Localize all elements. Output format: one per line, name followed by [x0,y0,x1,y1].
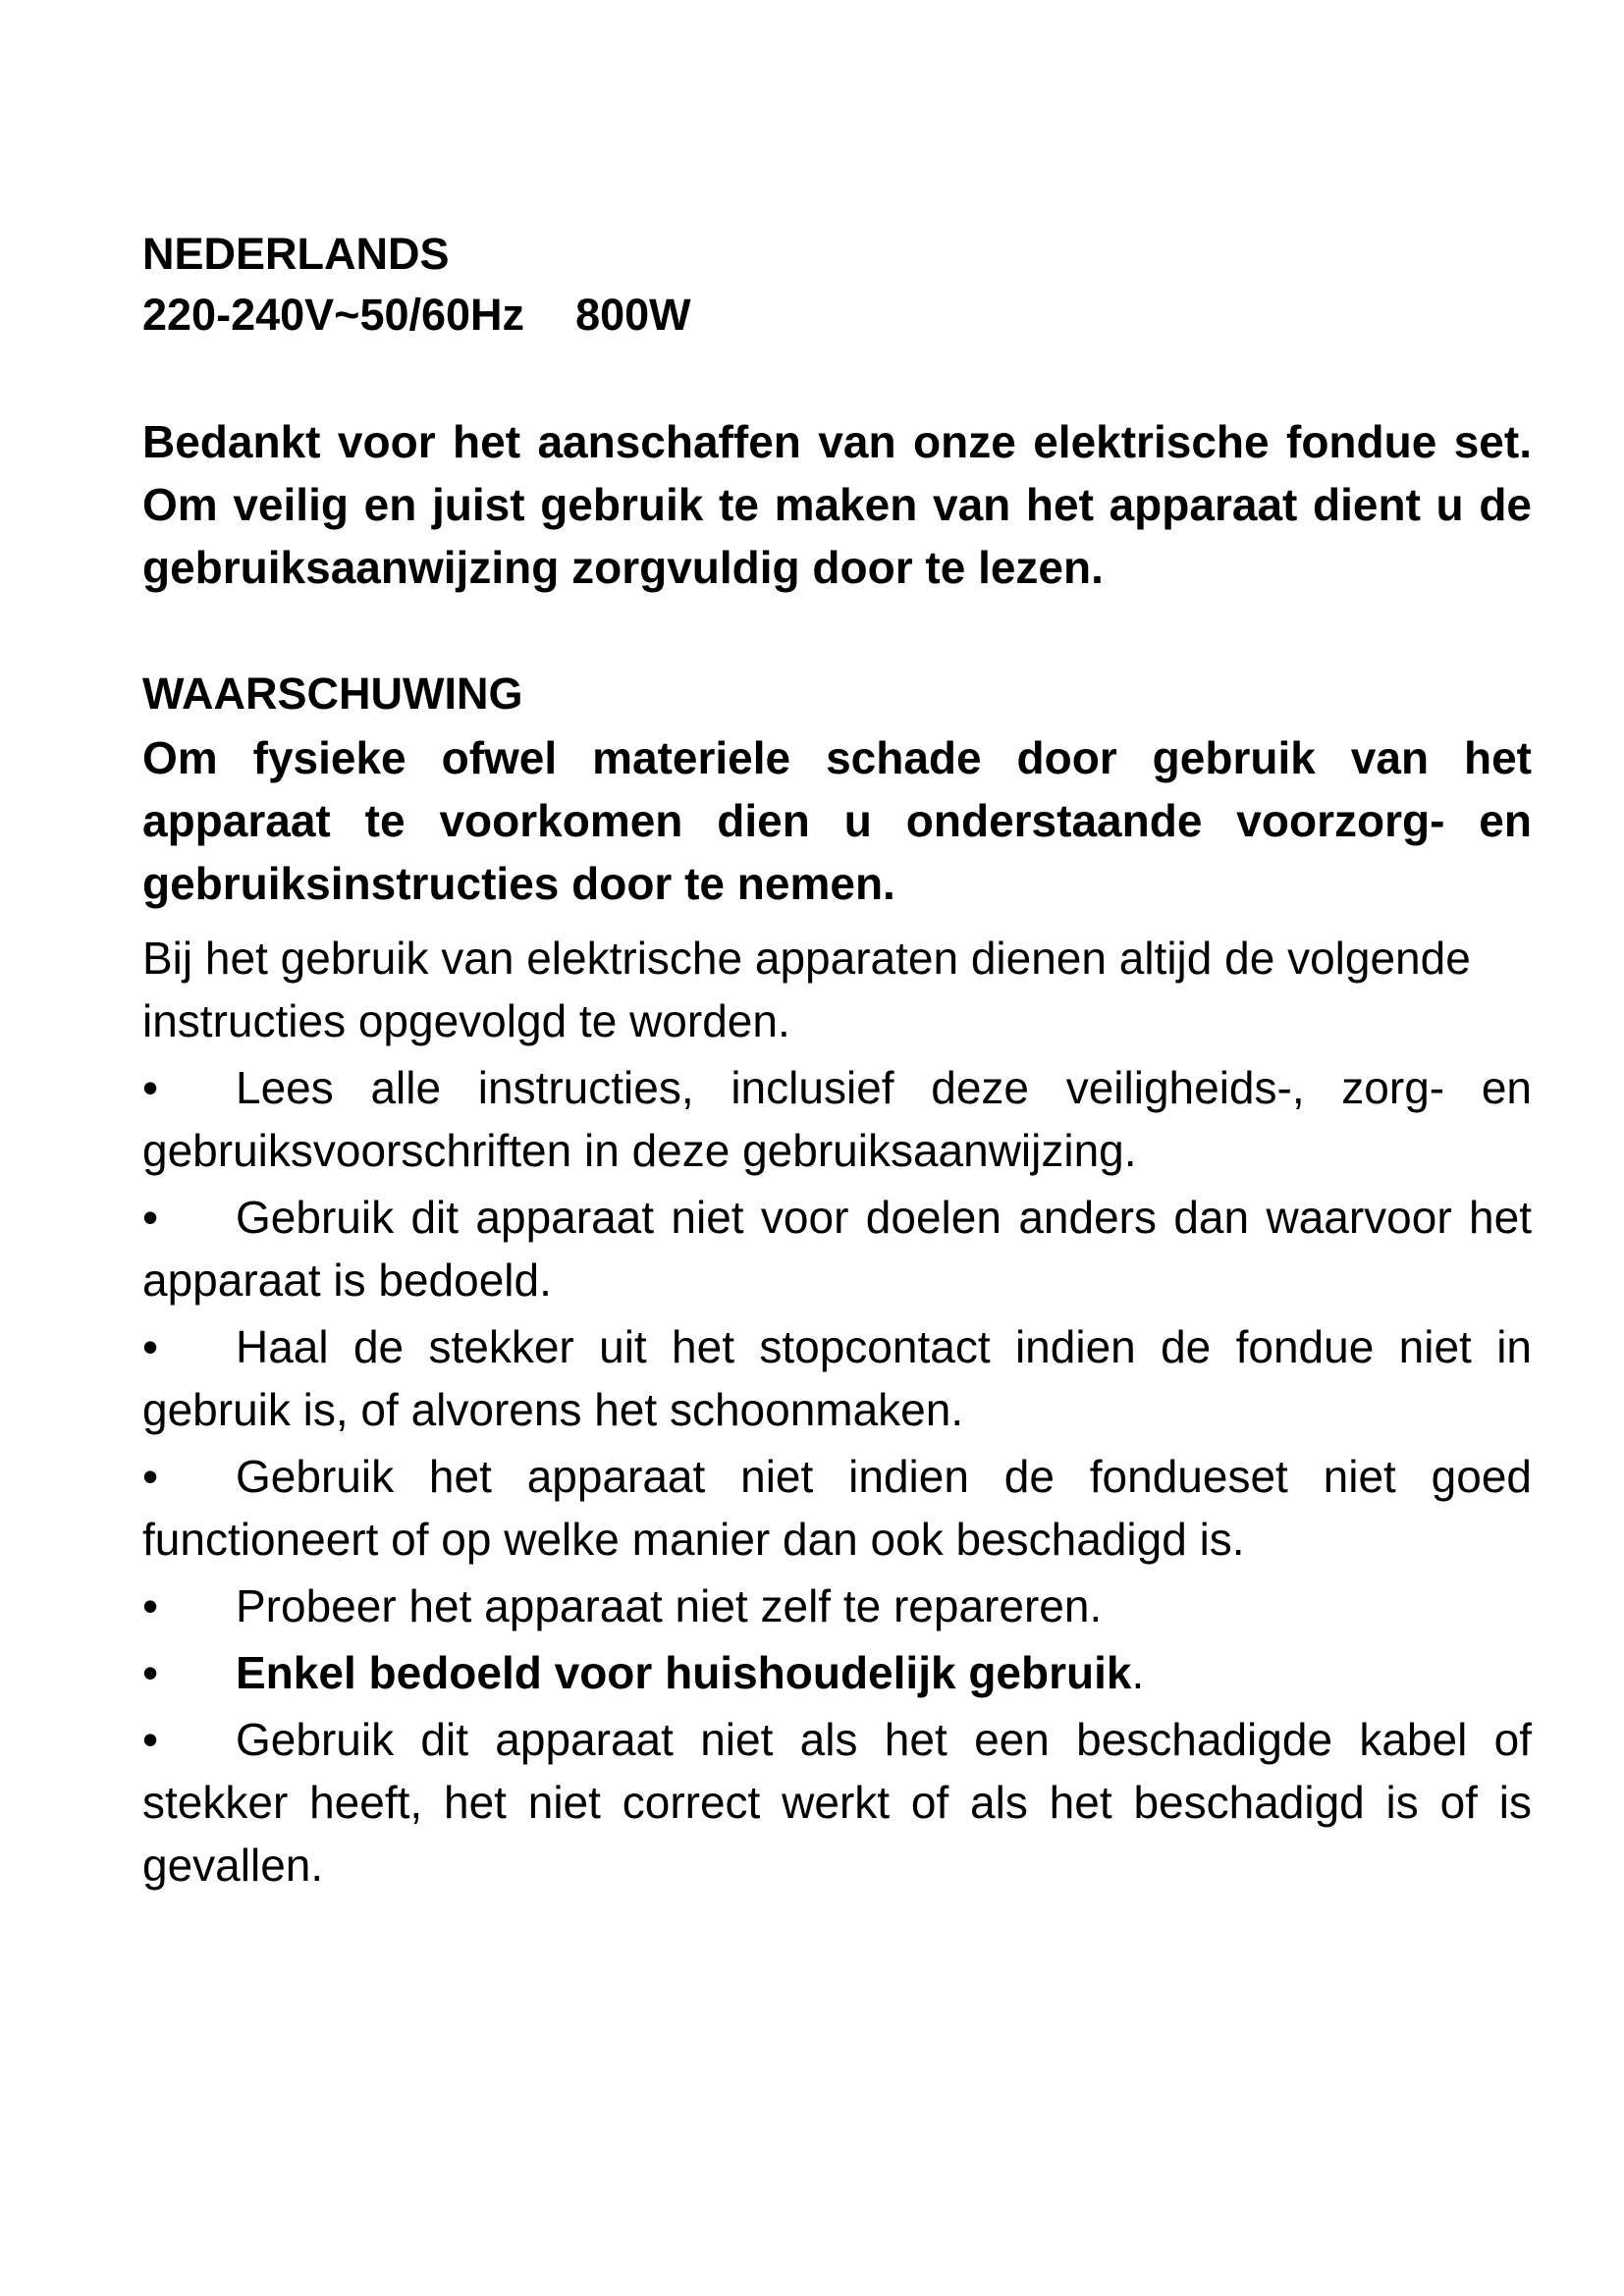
bullet-icon: • [142,1647,159,1698]
list-item [142,1641,1532,1704]
language-heading: NEDERLANDS [142,229,450,279]
bullet-icon: • [142,1451,159,1502]
list-item-period: . [1131,1647,1145,1698]
power-spec: 800W [575,290,691,340]
list-item-text: Gebruik dit apparaat niet als het een beschadigde kabel of stekker heeft, het niet correct werkt of als het beschadigd is of is gevallen. [142,1714,1532,1891]
list-item-text: Gebruik dit apparaat niet voor doelen anders dan waarvoor het apparaat is bedoeld. [142,1192,1532,1306]
list-item-text: Lees alle instructies, inclusief deze veiligheids-, zorg- en gebruiksvoorschriften in deze gebruiksaanwijzing. [142,1062,1532,1176]
warning-heading: WAARSCHUWING [142,668,523,719]
list-item-text: Gebruik het apparaat niet indien de fondueset niet goed functioneert of op welke manier dan ook beschadigd is. [142,1451,1532,1565]
electrical-specs [142,285,1532,346]
list-item [142,1186,1532,1311]
instruction-list [142,1056,1532,1896]
bullet-icon: • [142,1321,159,1372]
list-item-text: Enkel bedoeld voor huishoudelijk gebruik [236,1647,1132,1698]
instructions-lead: Bij het gebruik van elektrische apparaten dienen altijd de volgende instructies opgevolgd te worden. [142,933,1471,1046]
manual-page [142,224,1532,1896]
bullet-icon: • [142,1062,159,1113]
bullet-icon: • [142,1714,159,1765]
bullet-icon: • [142,1192,159,1243]
voltage-spec: 220-240V~50/60Hz [142,290,525,340]
warning-text: Om fysieke ofwel materiele schade door gebruik van het apparaat te voorkomen dien u onderstaande voorzorg- en gebruiksinstructies door te nemen. [142,732,1532,909]
list-item [142,1708,1532,1896]
list-item [142,1575,1532,1637]
intro-paragraph: Bedankt voor het aanschaffen van onze elektrische fondue set. Om veilig en juist gebruik te maken van het apparaat dient u de gebruiksaanwijzing zorgvuldig door te lezen. [142,416,1532,593]
list-item [142,1315,1532,1441]
list-item [142,1056,1532,1182]
bullet-icon: • [142,1580,159,1631]
list-item-text: Haal de stekker uit het stopcontact indien de fondue niet in gebruik is, of alvorens het schoonmaken. [142,1321,1532,1435]
list-item-text: Probeer het apparaat niet zelf te repareren. [236,1580,1103,1631]
list-item [142,1445,1532,1571]
